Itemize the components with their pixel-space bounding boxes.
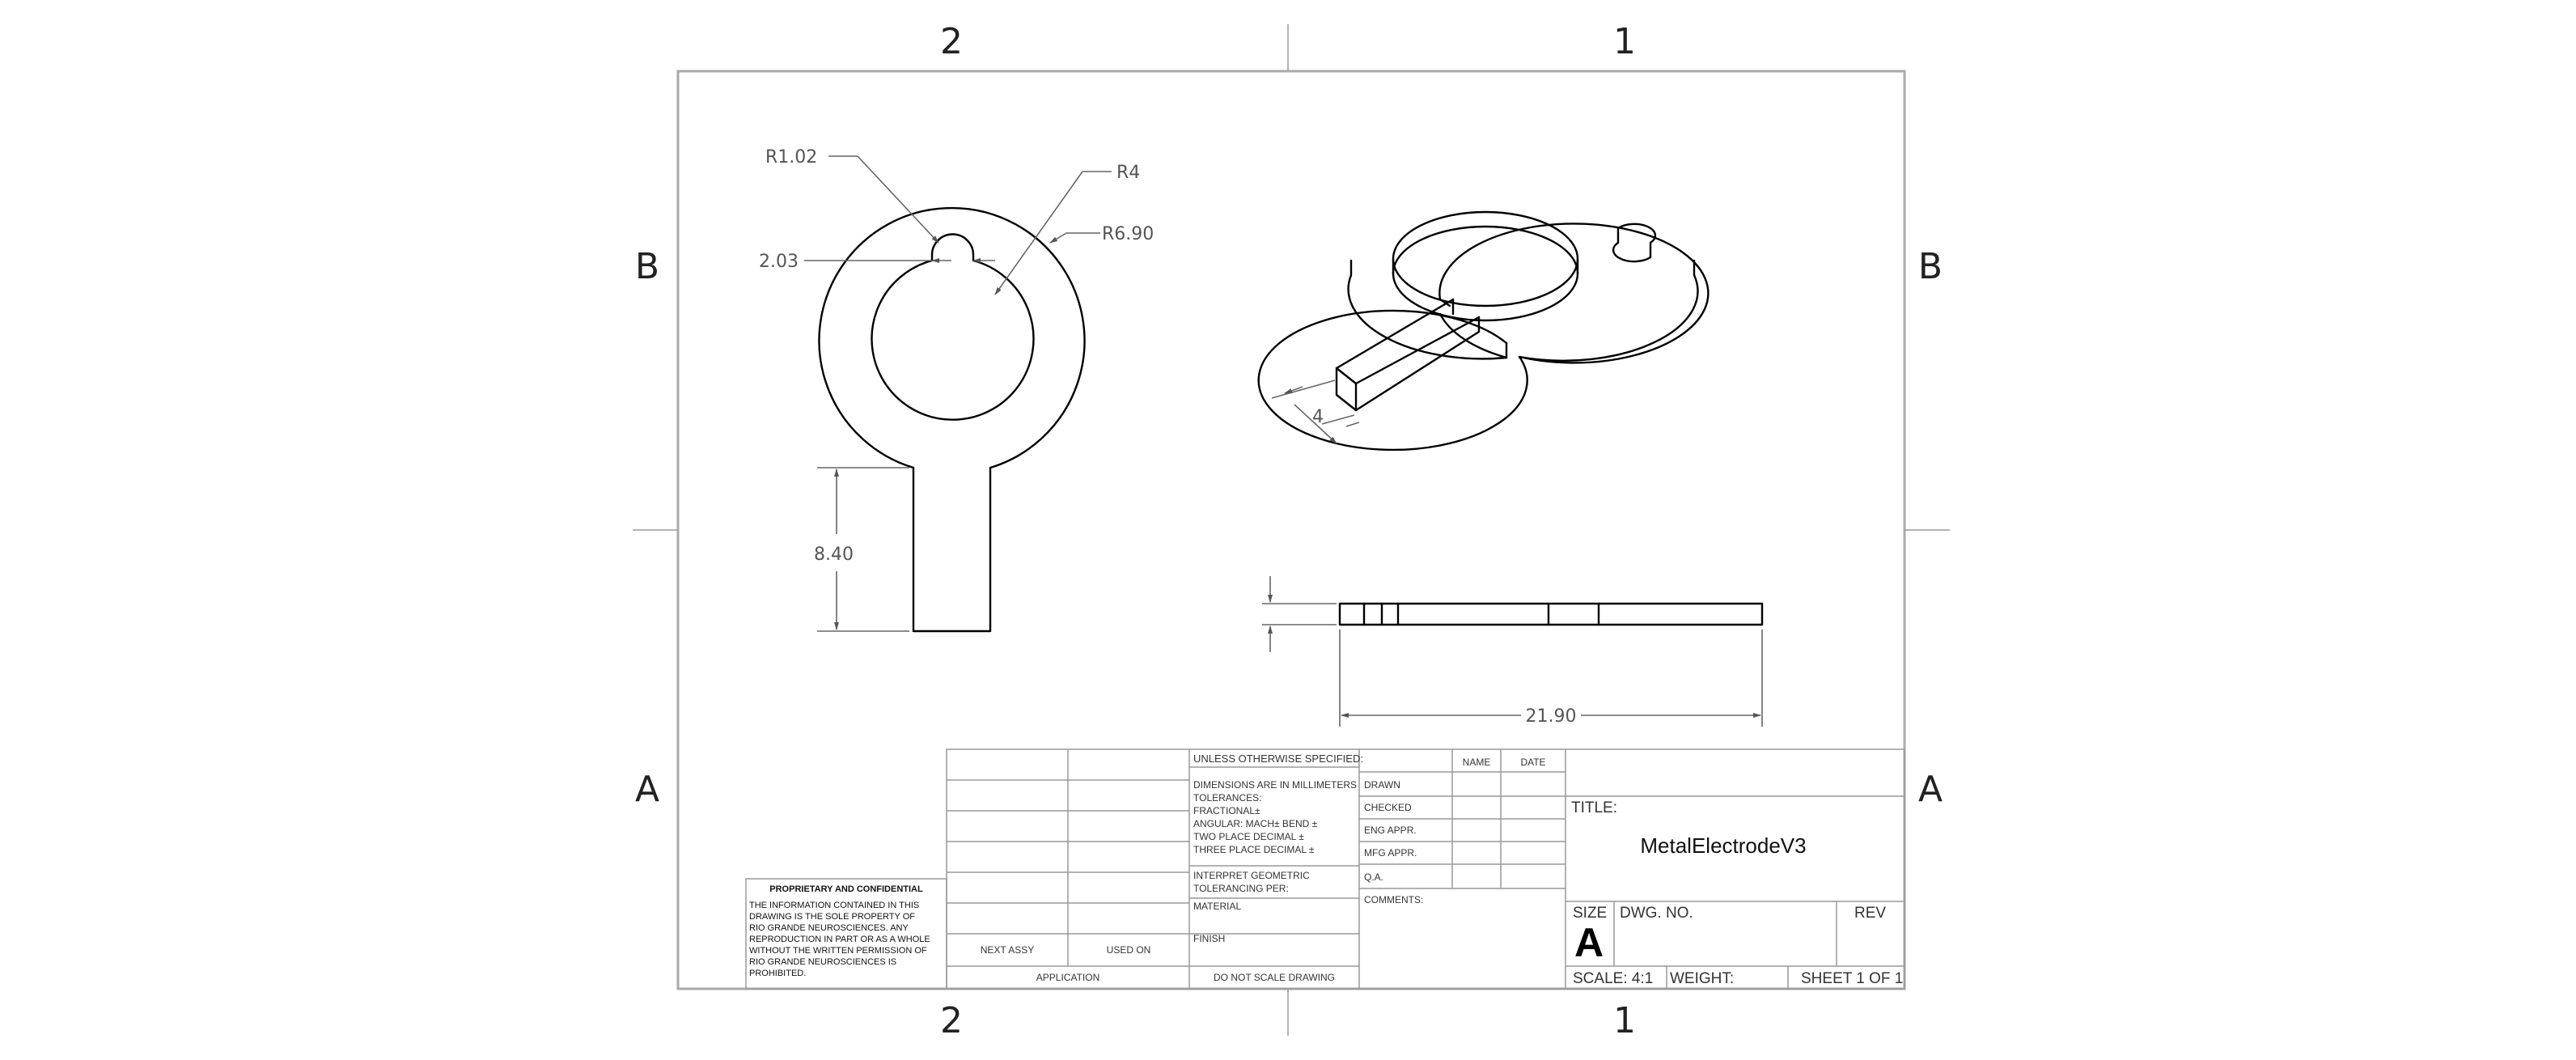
used-on-label: USED ON bbox=[1106, 944, 1151, 956]
isometric-view bbox=[1259, 212, 1709, 450]
sheet-label: SHEET 1 OF 1 bbox=[1801, 970, 1904, 987]
front-view-inner-bore bbox=[872, 235, 1034, 420]
drawing-title: MetalElectrodeV3 bbox=[1640, 833, 1807, 858]
scale-label: SCALE: 4:1 bbox=[1573, 970, 1654, 987]
dim-iso-thickness: 4 bbox=[1312, 407, 1324, 427]
zone-label-right-b: B bbox=[1917, 246, 1943, 287]
comments-label: COMMENTS: bbox=[1364, 894, 1424, 905]
rev-label: REV bbox=[1854, 905, 1887, 922]
mfg-appr-label: MFG APPR. bbox=[1364, 847, 1417, 859]
three-place-line: THREE PLACE DECIMAL ± bbox=[1193, 844, 1315, 855]
confidential-line: RIO GRANDE NEUROSCIENCES IS bbox=[749, 957, 897, 967]
front-view bbox=[759, 147, 1154, 631]
eng-appr-label: ENG APPR. bbox=[1364, 825, 1417, 836]
finish-label: FINISH bbox=[1193, 933, 1226, 944]
dim-tab-length: 8.40 bbox=[814, 545, 854, 565]
next-assy-label: NEXT ASSY bbox=[980, 944, 1035, 956]
do-not-scale-label: DO NOT SCALE DRAWING bbox=[1213, 972, 1336, 983]
interpret-line-2: TOLERANCING PER: bbox=[1193, 883, 1289, 894]
interpret-line-1: INTERPRET GEOMETRIC bbox=[1193, 870, 1310, 881]
material-label: MATERIAL bbox=[1193, 901, 1242, 912]
confidential-line: THE INFORMATION CONTAINED IN THIS bbox=[749, 901, 920, 910]
weight-label: WEIGHT: bbox=[1670, 970, 1735, 987]
confidential-heading: PROPRIETARY AND CONFIDENTIAL bbox=[769, 884, 923, 894]
dim-notch-width: 2.03 bbox=[759, 252, 799, 272]
confidential-notice bbox=[746, 879, 947, 989]
confidential-line: WITHOUT THE WRITTEN PERMISSION OF bbox=[749, 946, 927, 956]
dims-line: DIMENSIONS ARE IN MILLIMETERS bbox=[1193, 779, 1358, 791]
zone-label-bottom-2: 2 bbox=[940, 1000, 963, 1041]
confidential-line: PROHIBITED. bbox=[749, 969, 807, 978]
zone-label-right-a: A bbox=[1917, 769, 1943, 810]
tolerances-line: TOLERANCES: bbox=[1193, 792, 1262, 803]
date-header: DATE bbox=[1520, 757, 1546, 768]
size-value: A bbox=[1574, 920, 1604, 965]
name-header: NAME bbox=[1462, 757, 1491, 768]
dim-r-inner: R4 bbox=[1116, 163, 1141, 183]
dim-overall-length: 21.90 bbox=[1525, 706, 1577, 727]
angular-line: ANGULAR: MACH± BEND ± bbox=[1193, 818, 1318, 829]
two-place-line: TWO PLACE DECIMAL ± bbox=[1193, 831, 1304, 842]
size-label: SIZE bbox=[1573, 905, 1608, 922]
side-view bbox=[1262, 576, 1762, 727]
drawn-label: DRAWN bbox=[1364, 779, 1400, 791]
dim-r-notch: R1.02 bbox=[765, 147, 818, 167]
application-label: APPLICATION bbox=[1036, 972, 1100, 983]
checked-label: CHECKED bbox=[1364, 802, 1412, 813]
dim-r-outer: R6.90 bbox=[1102, 224, 1155, 244]
confidential-line: DRAWING IS THE SOLE PROPERTY OF bbox=[749, 912, 915, 922]
title-label: TITLE: bbox=[1571, 799, 1618, 816]
zone-label-left-a: A bbox=[634, 769, 660, 810]
zone-label-bottom-1: 1 bbox=[1613, 1000, 1636, 1041]
confidential-line: REPRODUCTION IN PART OR AS A WHOLE bbox=[749, 935, 930, 944]
dwg-no-label: DWG. NO. bbox=[1620, 905, 1693, 922]
qa-label: Q.A. bbox=[1364, 871, 1384, 883]
zone-label-top-1: 1 bbox=[1613, 21, 1636, 62]
title-block bbox=[947, 749, 1904, 989]
zone-label-top-2: 2 bbox=[940, 21, 963, 62]
unless-specified-label: UNLESS OTHERWISE SPECIFIED: bbox=[1193, 753, 1363, 765]
confidential-line: RIO GRANDE NEUROSCIENCES. ANY bbox=[749, 923, 909, 933]
zone-label-left-b: B bbox=[634, 246, 660, 287]
fractional-line: FRACTIONAL± bbox=[1193, 805, 1260, 816]
